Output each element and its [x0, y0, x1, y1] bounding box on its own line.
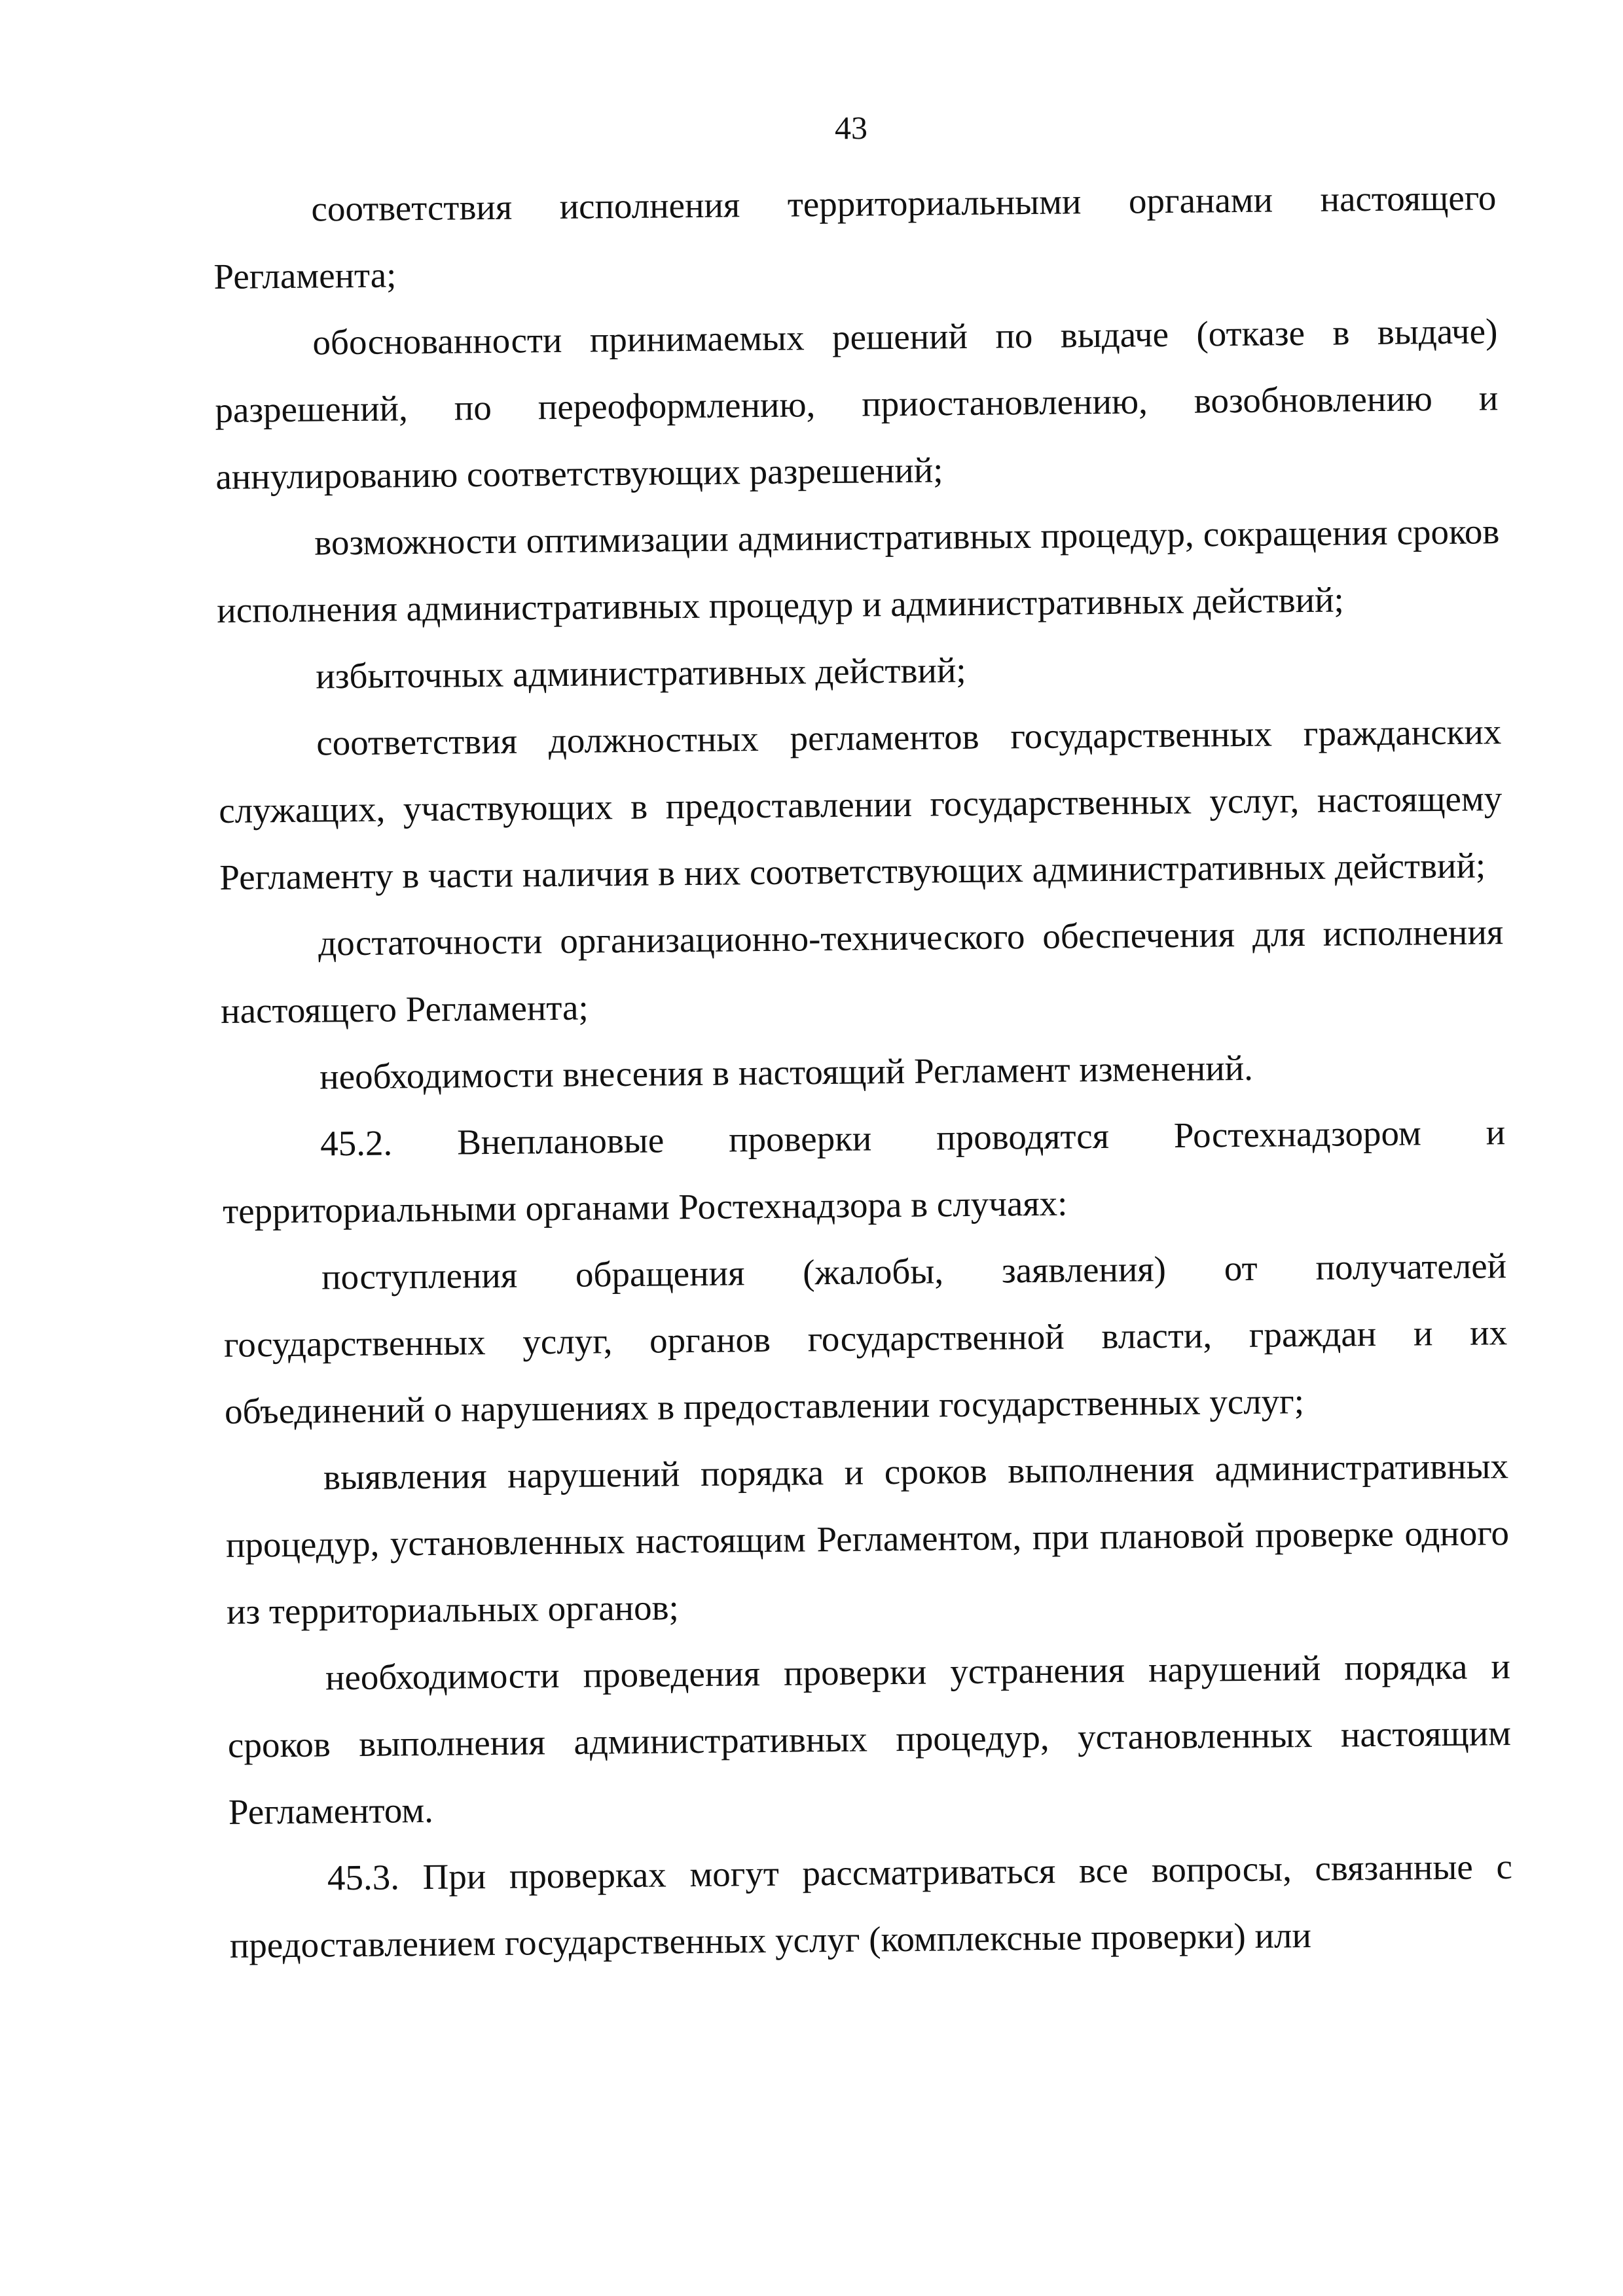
- paragraph: обоснованности принимаемых решений по выдаче (отказе в выдаче) разрешений, по переоформлению, приостановлению, возобновлению и аннулированию соответствующих разрешений;: [215, 311, 1499, 497]
- paragraph: поступления обращения (жалобы, заявления) от получателей государственных услуг, органов государственной власти, граждан и их объединений о нарушениях в предоставлении государственных услуг;: [223, 1246, 1508, 1431]
- paragraph: выявления нарушений порядка и сроков выполнения административных процедур, установленных настоящим Регламентом, при плановой проверке одного из территориальных органов;: [225, 1446, 1510, 1632]
- body-text: [213, 164, 1513, 1979]
- paragraph: соответствия исполнения территориальными органами настоящего Регламента;: [213, 177, 1497, 296]
- paragraph: 45.2. Внеплановые проверки проводятся Ростехнадзором и территориальными органами Ростехнадзора в случаях:: [222, 1112, 1506, 1231]
- paragraph: 45.3. При проверках могут рассматриваться все вопросы, связанные с предоставлением государственных услуг (комплексные проверки) или: [229, 1846, 1513, 1965]
- paragraph: необходимости проведения проверки устранения нарушений порядка и сроков выполнения административных процедур, установленных настоящим Регламентом.: [227, 1646, 1512, 1832]
- paragraph: избыточных административных действий;: [316, 649, 966, 696]
- paragraph: необходимости внесения в настоящий Регламент изменений.: [319, 1047, 1254, 1097]
- paragraph: возможности оптимизации административных процедур, сокращения сроков исполнения административных процедур и административных действий;: [217, 511, 1500, 630]
- paragraph: соответствия должностных регламентов государственных гражданских служащих, участвующих в предоставлении государственных услуг, настоящему Регламенту в части наличия в них соответствующих административных действий;: [219, 711, 1503, 897]
- paragraph: достаточности организационно-технического обеспечения для исполнения настоящего Регламента;: [220, 912, 1504, 1031]
- page-number: 43: [835, 109, 867, 146]
